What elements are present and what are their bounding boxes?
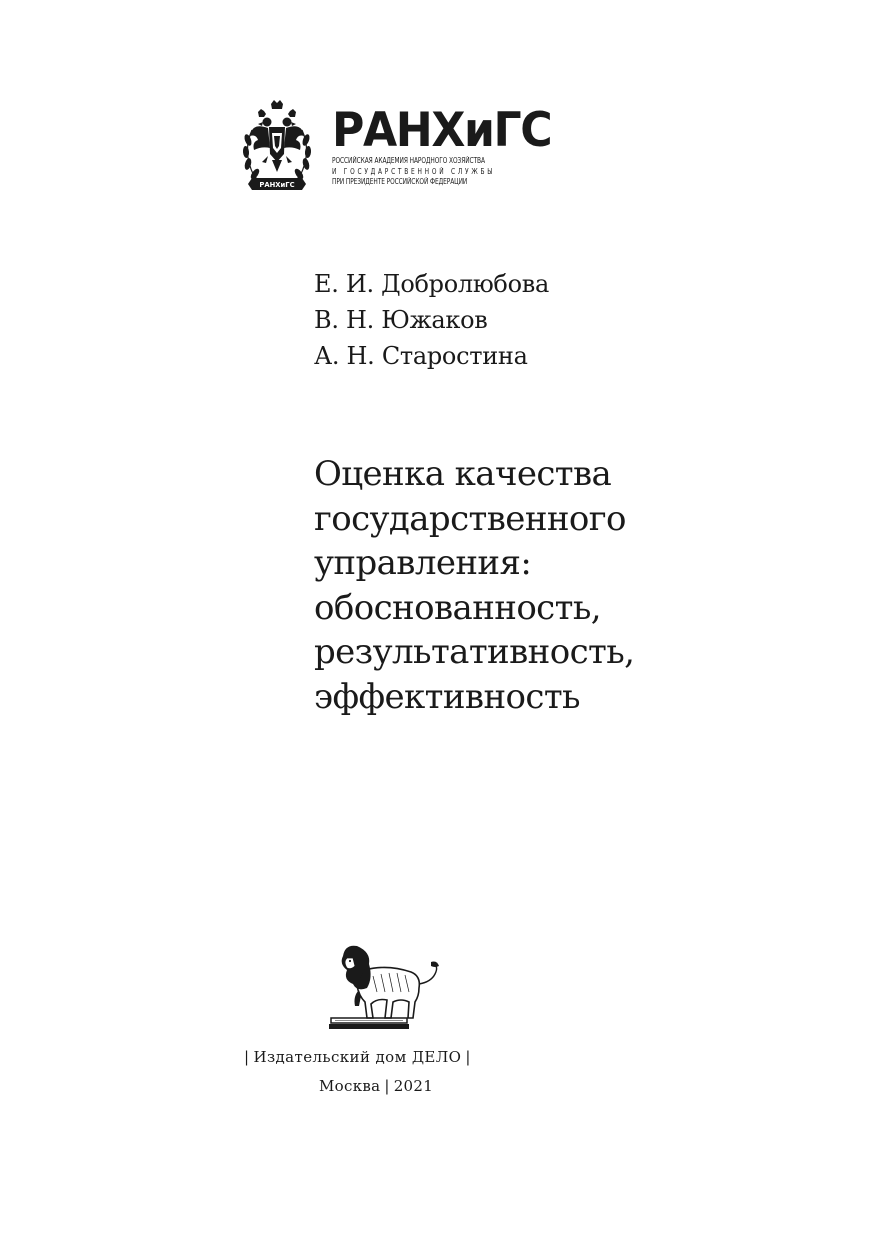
publisher-line <box>240 1046 530 1068</box>
publisher-name: Издательский дом ДЕЛО <box>253 1048 462 1066</box>
author-list <box>314 266 764 374</box>
title-line: обоснованность, <box>314 587 601 628</box>
publication-city: Москва <box>319 1077 381 1095</box>
emblem-ribbon-text: РАНХиГС <box>259 181 295 190</box>
institution-name-line-3: ПРИ ПРЕЗИДЕНТЕ РОССИЙСКОЙ ФЕДЕРАЦИИ <box>332 177 468 186</box>
title-line: управления: <box>314 543 532 583</box>
author-name: Е. И. Добролюбова <box>314 270 549 298</box>
separator-bar: | <box>465 1048 471 1066</box>
separator-bar: | <box>244 1048 250 1066</box>
title-line: результативность, <box>314 632 635 672</box>
publication-place-year <box>319 1075 519 1097</box>
lion-on-books-icon <box>327 940 447 1034</box>
institution-name-line-2: И ГОСУДАРСТВЕННОЙ СЛУЖБЫ <box>332 166 496 176</box>
book-title <box>314 452 814 719</box>
publication-year: 2021 <box>393 1077 434 1095</box>
author-name: В. Н. Южаков <box>314 306 488 334</box>
separator-bar: | <box>384 1077 390 1095</box>
eagle-emblem-icon <box>238 100 316 194</box>
institution-name-line-1: РОССИЙСКАЯ АКАДЕМИЯ НАРОДНОГО ХОЗЯЙСТВА <box>332 156 485 165</box>
title-line: эффективность <box>314 676 580 717</box>
author-name: А. Н. Старостина <box>314 342 528 370</box>
title-line: государственного <box>314 498 626 539</box>
logo-text: РАНХиГС <box>332 103 552 158</box>
institution-logotype <box>332 103 552 188</box>
title-line: Оценка качества <box>314 454 612 494</box>
